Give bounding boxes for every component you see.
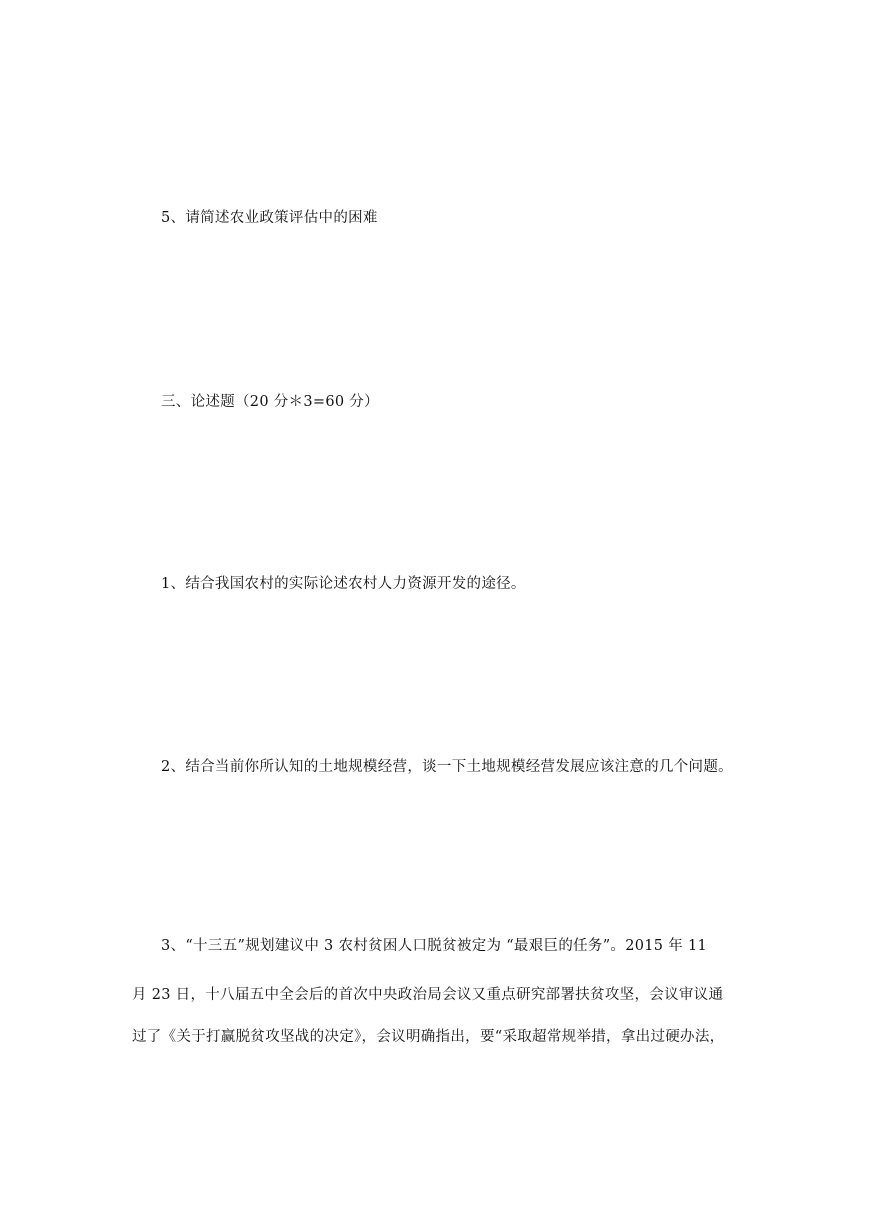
essay-question-3-line-2: 月 23 日，十八届五中全会后的首次中央政治局会议又重点研究部署扶贫攻坚，会议审议通 — [132, 987, 724, 1003]
essay-question-2: 2、结合当前你所认知的土地规模经营，谈一下土地规模经营发展应该注意的几个问题。 — [161, 759, 733, 775]
essay-question-3-line-3: 过了《关于打赢脱贫攻坚战的决定》，会议明确指出，要“采取超常规举措，拿出过硬办法， — [132, 1029, 725, 1045]
essay-question-3-line-1: 3、“十三五”规划建议中 3 农村贫困人口脱贫被定为 “最艰巨的任务”。2015 年 11 — [161, 938, 707, 954]
essay-question-1: 1、结合我国农村的实际论述农村人力资源开发的途径。 — [161, 576, 526, 592]
section-three-heading: 三、论述题（20 分＊3=60 分） — [161, 394, 379, 410]
short-answer-question-5: 5、请简述农业政策评估中的困难 — [161, 210, 378, 226]
